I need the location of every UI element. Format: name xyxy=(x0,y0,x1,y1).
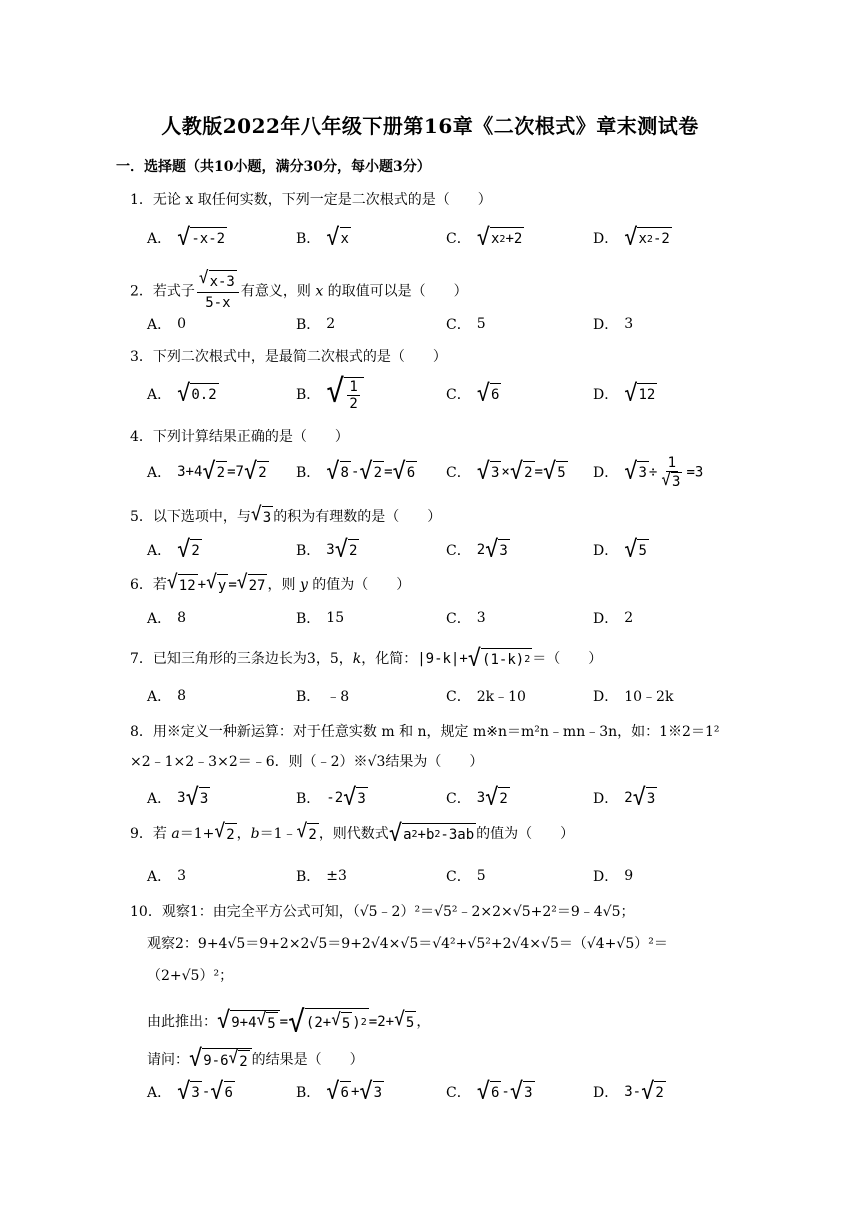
math-expression: √ 3 - √ 6 xyxy=(177,1078,233,1105)
section-heading: 一．选择题（共10小题，满分30分，每小题3分） xyxy=(116,159,431,175)
math-expression: √ 6 + √ 3 xyxy=(326,1078,383,1105)
option-d[interactable]: D． √ 5 xyxy=(593,536,647,563)
option-d[interactable]: D． √ 3 ÷ 1 √ 3 =3 xyxy=(593,454,704,490)
math-expression: 3+4 √ 2 =7 √ 2 xyxy=(177,458,267,485)
option-d[interactable]: D． 2 √ 3 xyxy=(593,784,656,811)
option-c[interactable]: C． 2k﹣10 xyxy=(446,689,526,705)
option-b[interactable]: B． 2 xyxy=(296,316,336,333)
option-b[interactable]: B． √ x xyxy=(296,224,349,251)
option-c[interactable]: C． √ x 2 +2 xyxy=(446,224,523,251)
question-7-stem: 7．已知三角形的三条边长为3，5，k，化简：|9-k|+ √ (1-k) 2 ＝（ ） xyxy=(130,645,603,672)
question-1-options xyxy=(0,218,860,258)
option-d[interactable]: D． 3- √ 2 xyxy=(593,1078,664,1105)
option-a[interactable]: A． √ -x-2 xyxy=(147,224,226,251)
option-c[interactable]: C． 3 xyxy=(446,610,486,627)
question-8-options xyxy=(0,778,860,818)
question-8-stem-line2: ×2﹣1×2﹣3×2＝﹣6．则（﹣2）※√3结果为（ ） xyxy=(130,754,484,770)
option-b[interactable]: B． ±3 xyxy=(296,868,347,885)
math-expression: √ -x-2 xyxy=(177,224,226,251)
option-d[interactable]: D． 10﹣2k xyxy=(593,689,674,705)
math-expression: 3 √ 2 xyxy=(476,784,508,811)
question-3-options xyxy=(0,374,860,414)
option-b[interactable]: B． ﹣8 xyxy=(296,689,350,705)
question-10-stem-line5: 请问： √ 9-6 √ 2 的结果是（ ） xyxy=(147,1045,364,1072)
option-d[interactable]: D． 3 xyxy=(593,316,634,333)
question-6-stem: 6．若 √ 12 + √ y = √ 27 ，则 y 的值为（ ） xyxy=(130,571,411,594)
option-a[interactable]: A． 8 xyxy=(147,610,187,627)
math-expression: √ x xyxy=(326,224,349,251)
math-expression: √ 9-6 √ 2 xyxy=(189,1048,252,1072)
option-c[interactable]: C． 5 xyxy=(446,316,486,333)
option-a[interactable]: A． √ 0.2 xyxy=(147,380,217,407)
option-a[interactable]: A． 3+4 √ 2 =7 √ 2 xyxy=(147,458,267,485)
math-expression: √ 3 × √ 2 = √ 5 xyxy=(476,458,566,485)
option-a[interactable]: A． 8 xyxy=(147,688,187,705)
math-expression: √ x 2 -2 xyxy=(624,224,670,251)
option-d[interactable]: D． 9 xyxy=(593,868,634,885)
math-expression: √ x 2 +2 xyxy=(476,224,523,251)
option-a[interactable]: A． 0 xyxy=(147,316,187,333)
option-c[interactable]: C． √ 6 xyxy=(446,380,500,407)
option-a[interactable]: A． √ 2 xyxy=(147,536,200,563)
option-b[interactable]: B． 3 √ 2 xyxy=(296,536,358,563)
math-expression: √ 9+4 √ 5 = √ (2+ √ 5 ) 2 =2+ √ 5 xyxy=(217,1004,415,1039)
question-7-options xyxy=(0,676,860,716)
question-10-stem-line3: （2+√5）²； xyxy=(147,968,234,984)
math-expression: √ 2 xyxy=(177,536,200,563)
option-b[interactable]: B． √ 8 - √ 2 = √ 6 xyxy=(296,458,416,485)
fraction: √ x-3 5-x xyxy=(197,270,239,313)
option-b[interactable]: B． 15 xyxy=(296,610,345,627)
question-5-stem: 5．以下选项中，与 √ 3 的积为有理数的是（ ） xyxy=(130,503,442,526)
math-expression: 2 √ 3 xyxy=(624,784,656,811)
option-b[interactable]: B． √ $\frac{1}{2}$ xyxy=(296,374,364,414)
option-c[interactable]: C． √ 3 × √ 2 = √ 5 xyxy=(446,458,566,485)
question-6-options xyxy=(0,598,860,638)
question-8-stem-line1: 8．用※定义一种新运算：对于任意实数 m 和 n，规定 m※n＝m²n﹣mn﹣3n，如：1※2＝1² xyxy=(130,724,720,740)
question-10-options xyxy=(0,1072,860,1112)
option-b[interactable]: B． √ 6 + √ 3 xyxy=(296,1078,383,1105)
math-expression: √ 0.2 xyxy=(177,380,217,407)
option-c[interactable]: C． 2 √ 3 xyxy=(446,536,508,563)
math-expression: 3 √ 3 xyxy=(177,784,209,811)
question-10-stem-line1: 10．观察1：由完全平方公式可知，（√5﹣2）²＝√5²﹣2×2×√5+2²＝9﹣4√5； xyxy=(130,904,635,920)
option-d[interactable]: D． √ 12 xyxy=(593,380,656,407)
option-b[interactable]: B． -2 √ 3 xyxy=(296,784,366,811)
question-10-stem-line4: 由此推出： √ 9+4 √ 5 = √ (2+ √ 5 ) 2 =2+ √ 5 ， xyxy=(147,1004,431,1039)
question-10-stem-line2: 观察2：9+4√5＝9+2×2√5＝9+2√4×√5＝√4²+√5²+2√4×√5＝（√4+√5）²＝ xyxy=(147,936,668,952)
option-c[interactable]: C． 5 xyxy=(446,868,486,885)
question-3-stem: 3．下列二次根式中，是最简二次根式的是（ ） xyxy=(130,349,447,365)
option-d[interactable]: D． √ x 2 -2 xyxy=(593,224,670,251)
question-9-options xyxy=(0,856,860,896)
math-expression: -2 √ 3 xyxy=(326,784,366,811)
option-a[interactable]: A． 3 √ 3 xyxy=(147,784,209,811)
option-a[interactable]: A． √ 3 - √ 6 xyxy=(147,1078,233,1105)
page-title: 人教版2022年八年级下册第16章《二次根式》章末测试卷 xyxy=(161,114,699,138)
math-expression: √ 12 xyxy=(624,380,656,407)
option-d[interactable]: D． 2 xyxy=(593,610,634,627)
question-4-stem: 4．下列计算结果正确的是（ ） xyxy=(130,429,349,445)
question-4-options xyxy=(0,452,860,492)
option-c[interactable]: C． √ 6 - √ 3 xyxy=(446,1078,533,1105)
option-a[interactable]: A． 3 xyxy=(147,868,187,885)
math-expression: √ 8 - √ 2 = √ 6 xyxy=(326,458,416,485)
question-1-stem: 1．无论 x 取任何实数，下列一定是二次根式的是（ ） xyxy=(130,192,492,208)
question-9-stem: 9．若 a＝1+ √ 2 ，b＝1﹣ √ 2 ，则代数式 √ a 2 +b 2 -3ab 的值为（ ） xyxy=(130,820,575,847)
math-expression: √ 6 xyxy=(476,380,500,407)
math-expression: 3- √ 2 xyxy=(624,1078,664,1105)
option-c[interactable]: C． 3 √ 2 xyxy=(446,784,508,811)
math-expression: √ 6 - √ 3 xyxy=(476,1078,533,1105)
math-expression: 2 √ 3 xyxy=(476,536,508,563)
question-2-stem: 2．若式子 √ x-3 5-x 有意义，则 x 的取值可以是（ ） xyxy=(130,267,468,311)
question-2-options xyxy=(0,304,860,344)
math-expression: √ 5 xyxy=(624,536,647,563)
math-expression: 3 √ 2 xyxy=(326,536,358,563)
question-5-options xyxy=(0,530,860,570)
math-expression: √ 3 ÷ 1 √ 3 =3 xyxy=(624,454,704,490)
math-expression: √ $\frac{1}{2}$ xyxy=(326,377,364,412)
